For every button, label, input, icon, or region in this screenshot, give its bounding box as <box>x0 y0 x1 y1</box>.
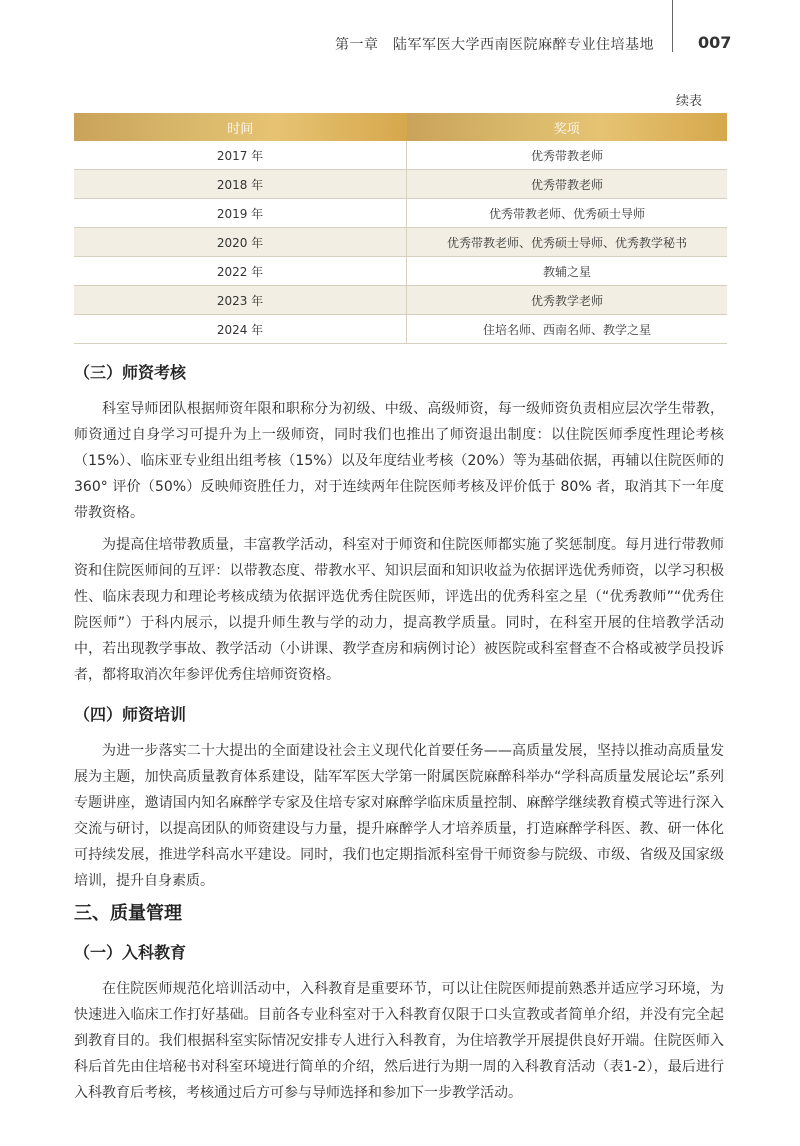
cell-year: 2018 年 <box>74 170 407 199</box>
column-header-award: 奖项 <box>407 113 728 141</box>
cell-year: 2017 年 <box>74 141 407 170</box>
paragraph: 为进一步落实二十大提出的全面建设社会主义现代化首要任务——高质量发展，坚持以推动高质量发展为主题，加快高质量教育体系建设，陆军军医大学第一附属医院麻醉科举办“学科高质量发展论坛”系列专题讲座，邀请国内知名麻醉学专家及住培专家对麻醉学临床质量控制、麻醉学继续教育模式等进行深入交流与研讨，以提高团队的师资建设与力量，提升麻醉学人才培养质量，打造麻醉学科医、教、研一体化可持续发展，推进学科高水平建设。同时，我们也定期指派科室骨干师资参与院级、市级、省级及国家级培训，提升自身素质。 <box>74 743 724 889</box>
table-row <box>74 141 727 170</box>
cell-year: 2022 年 <box>74 257 407 286</box>
heading-quality-management: 三、质量管理 <box>74 903 182 924</box>
cell-award: 优秀带教老师、优秀硕士导师、优秀教学秘书 <box>407 228 728 257</box>
cell-year: 2020 年 <box>74 228 407 257</box>
awards-table <box>74 113 727 344</box>
table-row <box>74 199 727 228</box>
cell-award: 优秀带教老师、优秀硕士导师 <box>407 199 728 228</box>
table-row <box>74 286 727 315</box>
cell-award: 优秀带教老师 <box>407 170 728 199</box>
cell-year: 2019 年 <box>74 199 407 228</box>
header-divider <box>672 0 673 52</box>
table-row <box>74 228 727 257</box>
chapter-title: 第一章 陆军军医大学西南医院麻醉专业住培基地 <box>335 37 654 53</box>
cell-year: 2023 年 <box>74 286 407 315</box>
table-row <box>74 315 727 344</box>
heading-teacher-training: （四）师资培训 <box>74 705 187 724</box>
table-row <box>74 170 727 199</box>
cell-award: 住培名师、西南名师、教学之星 <box>407 315 728 344</box>
heading-orientation-education: （一）入科教育 <box>74 943 187 962</box>
paragraph: 为提高住培带教质量，丰富教学活动，科室对于师资和住院医师都实施了奖惩制度。每月进行带教师资和住院医师间的互评：以带教态度、带教水平、知识层面和知识收益为依据评选优秀师资，以学习积极性、临床表现力和理论考核成绩为依据评选优秀住院医师，评选出的优秀科室之星（“优秀教师”“优秀住院医师”）于科内展示，以提升师生教与学的动力，提高教学质量。同时，在科室开展的住培教学活动中，若出现教学事故、教学活动（小讲课、教学查房和病例讨论）被医院或科室督查不合格或被学员投诉者，都将取消次年参评优秀住培师资资格。 <box>74 537 724 683</box>
cell-award: 优秀教学老师 <box>407 286 728 315</box>
column-header-time: 时间 <box>74 113 407 141</box>
heading-teacher-assessment: （三）师资考核 <box>74 363 187 382</box>
cell-year: 2024 年 <box>74 315 407 344</box>
table-header-row <box>74 113 727 141</box>
paragraph: 在住院医师规范化培训活动中，入科教育是重要环节，可以让住院医师提前熟悉并适应学习环境，为快速进入临床工作打好基础。目前各专业科室对于入科教育仅限于口头宣教或者简单介绍，并没有完全起到教育目的。我们根据科室实际情况安排专人进行入科教育，为住培教学开展提供良好开端。住院医师入科后首先由住培秘书对科室环境进行简单的介绍，然后进行为期一周的入科教育活动（表1-2），最后进行入科教育后考核，考核通过后方可参与导师选择和参加下一步教学活动。 <box>74 981 724 1101</box>
body-content <box>74 360 724 1112</box>
page-number: 007 <box>698 33 732 52</box>
table-continued-label: 续表 <box>676 94 703 109</box>
table-row <box>74 257 727 286</box>
paragraph: 科室导师团队根据师资年限和职称分为初级、中级、高级师资，每一级师资负责相应层次学生带教，师资通过自身学习可提升为上一级师资，同时我们也推出了师资退出制度：以住院医师季度性理论考核（15%）、临床亚专业组出组考核（15%）以及年度结业考核（20%）等为基础依据，再辅以住院医师的 360° 评价（50%）反映师资胜任力，对于连续两年住院医师考核及评价低于 80% 者，取消其下一年度带教资格。 <box>74 401 724 521</box>
cell-award: 优秀带教老师 <box>407 141 728 170</box>
cell-award: 教辅之星 <box>407 257 728 286</box>
page-header <box>0 0 800 60</box>
